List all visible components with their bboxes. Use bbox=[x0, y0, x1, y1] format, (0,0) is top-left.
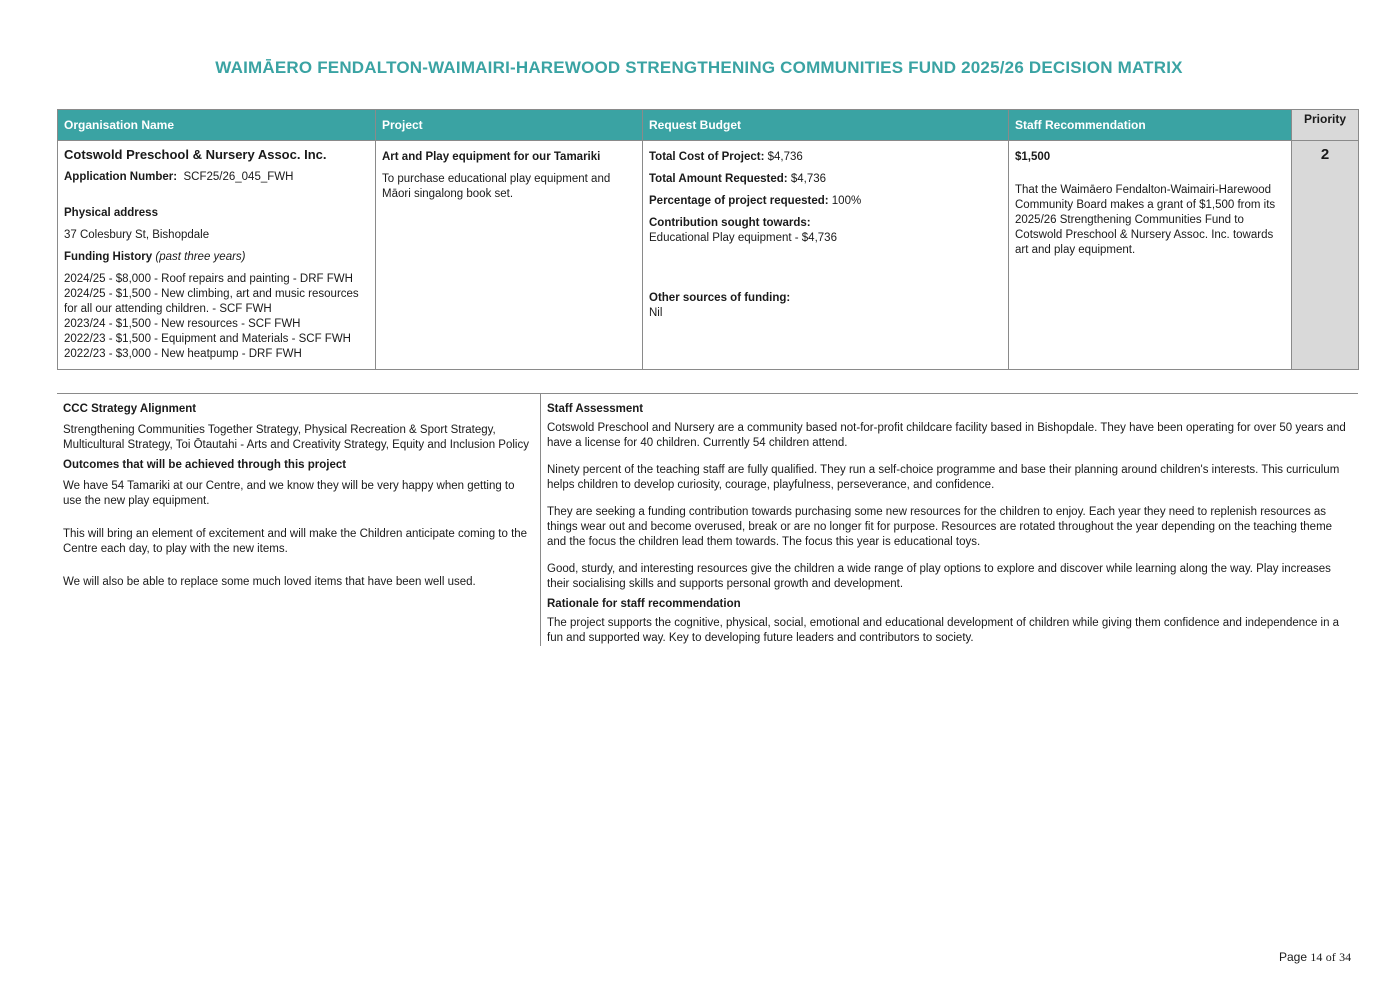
other-sources-label: Other sources of funding: bbox=[649, 292, 791, 304]
application-number-label: Application Number: bbox=[64, 171, 178, 183]
application-number-value: SCF25/26_045_FWH bbox=[183, 171, 294, 183]
strategy-text: Strengthening Communities Together Strategy, Physical Recreation & Sport Strategy, Multicultural Strategy, Toi Ōtautahi - Arts and Creativity Strategy, Equity and Inclusion Policy bbox=[63, 424, 529, 451]
outcomes-paragraph: We have 54 Tamariki at our Centre, and we know they will be very happy when getting to use the new play equipment. bbox=[63, 480, 515, 507]
priority-value: 2 bbox=[1292, 141, 1359, 370]
recommendation-text: That the Waimāero Fendalton-Waimairi-Harewood Community Board makes a grant of $1,500 from its 2025/26 Strengthening Communities Fund to Cotswold Preschool & Nursery Assoc. Inc. towards art and play equipment. bbox=[1015, 184, 1276, 256]
recommendation-cell bbox=[1009, 141, 1292, 370]
assessment-heading: Staff Assessment bbox=[547, 403, 644, 415]
funding-history-list bbox=[64, 272, 369, 362]
recommendation-amount: $1,500 bbox=[1015, 151, 1051, 163]
percentage-value: 100% bbox=[831, 195, 862, 207]
header-project: Project bbox=[376, 110, 643, 141]
assessment-paragraph: Ninety percent of the teaching staff are fully qualified. They run a self-choice programme and base their planning around children's interests. This curriculum helps children to develop curiosity, courage, playfulness, perseverance, and confidence. bbox=[547, 464, 1340, 491]
funding-history-label: Funding History bbox=[64, 251, 153, 263]
assessment-paragraph: Cotswold Preschool and Nursery are a community based not-for-profit childcare facility based in Bishopdale. They have been operating for over 50 years and have a license for 40 children. Currently 54 children attend. bbox=[547, 422, 1346, 449]
table-row bbox=[58, 141, 1359, 370]
outcomes-paragraph: We will also be able to replace some much loved items that have been well used. bbox=[63, 576, 476, 588]
assessment-section bbox=[57, 393, 1358, 646]
assessment-paragraph: Good, sturdy, and interesting resources give the children a wide range of play options to explore and discover while learning along the way. Play increases their socialising skills and supports personal growth and development. bbox=[547, 563, 1331, 590]
table-header-row bbox=[58, 110, 1359, 141]
decision-matrix-table bbox=[57, 109, 1359, 370]
list-item: 2023/24 - $1,500 - New resources - SCF FWH bbox=[64, 318, 301, 330]
project-title: Art and Play equipment for our Tamariki bbox=[382, 151, 601, 163]
list-item: 2022/23 - $1,500 - Equipment and Materials - SCF FWH bbox=[64, 333, 351, 345]
header-recommendation: Staff Recommendation bbox=[1009, 110, 1292, 141]
page-number bbox=[1279, 950, 1351, 965]
header-priority: Priority bbox=[1292, 110, 1359, 141]
outcomes-paragraph: This will bring an element of excitement and will make the Children anticipate coming to the Centre each day, to play with the new items. bbox=[63, 528, 528, 555]
total-requested-label: Total Amount Requested: bbox=[649, 173, 788, 185]
assessment-column bbox=[541, 394, 1358, 646]
rationale-heading: Rationale for staff recommendation bbox=[547, 598, 741, 610]
rationale-text: The project supports the cognitive, physical, social, emotional and educational development of children while giving them confidence and independence in a fun and supported way. Key to developing future leaders and contributors to society. bbox=[547, 617, 1340, 644]
total-requested-value: $4,736 bbox=[790, 173, 827, 185]
document-title: WAIMĀERO FENDALTON-WAIMAIRI-HAREWOOD STRENGTHENING COMMUNITIES FUND 2025/26 DECISION MATRIX bbox=[215, 58, 1183, 77]
header-organisation: Organisation Name bbox=[58, 110, 376, 141]
page-of: of bbox=[1325, 950, 1336, 964]
address-value: 37 Colesbury St, Bishopdale bbox=[64, 229, 210, 241]
percentage-requested bbox=[649, 194, 1002, 209]
assessment-paragraph: They are seeking a funding contribution towards purchasing some new resources for the children to enjoy. Each year they need to replenish resources as things wear out and become overused, break or are no longer fit for purpose. Resources are rotated throughout the year depending on the teaching theme and the focus the children lead them towards. The focus this year is educational toys. bbox=[547, 506, 1333, 548]
contribution-value: Educational Play equipment - $4,736 bbox=[649, 232, 837, 244]
organisation-name: Cotswold Preschool & Nursery Assoc. Inc. bbox=[64, 147, 327, 162]
funding-history-note: (past three years) bbox=[155, 251, 246, 263]
page-label: Page bbox=[1279, 950, 1308, 964]
list-item: 2022/23 - $3,000 - New heatpump - DRF FWH bbox=[64, 348, 302, 360]
page-total: 34 bbox=[1339, 950, 1352, 964]
page-current: 14 bbox=[1310, 950, 1323, 964]
total-cost-label: Total Cost of Project: bbox=[649, 151, 765, 163]
strategy-heading: CCC Strategy Alignment bbox=[63, 403, 197, 415]
strategy-outcomes-column bbox=[57, 394, 541, 646]
contribution-label: Contribution sought towards: bbox=[649, 217, 811, 229]
list-item: 2024/25 - $1,500 - New climbing, art and music resources for all our attending children. - SCF FWH bbox=[64, 288, 359, 315]
total-cost bbox=[649, 150, 1002, 165]
total-cost-value: $4,736 bbox=[767, 151, 803, 163]
percentage-label: Percentage of project requested: bbox=[649, 195, 829, 207]
application-number bbox=[64, 170, 369, 185]
project-cell bbox=[376, 141, 643, 370]
header-budget: Request Budget bbox=[643, 110, 1009, 141]
budget-cell bbox=[643, 141, 1009, 370]
funding-history-heading bbox=[64, 250, 369, 265]
address-label: Physical address bbox=[64, 207, 158, 219]
list-item: 2024/25 - $8,000 - Roof repairs and painting - DRF FWH bbox=[64, 273, 353, 285]
outcomes-heading: Outcomes that will be achieved through this project bbox=[63, 459, 347, 471]
total-requested bbox=[649, 172, 1002, 187]
other-sources-value: Nil bbox=[649, 307, 663, 319]
organisation-cell bbox=[58, 141, 376, 370]
project-description: To purchase educational play equipment and Māori singalong book set. bbox=[382, 173, 611, 200]
